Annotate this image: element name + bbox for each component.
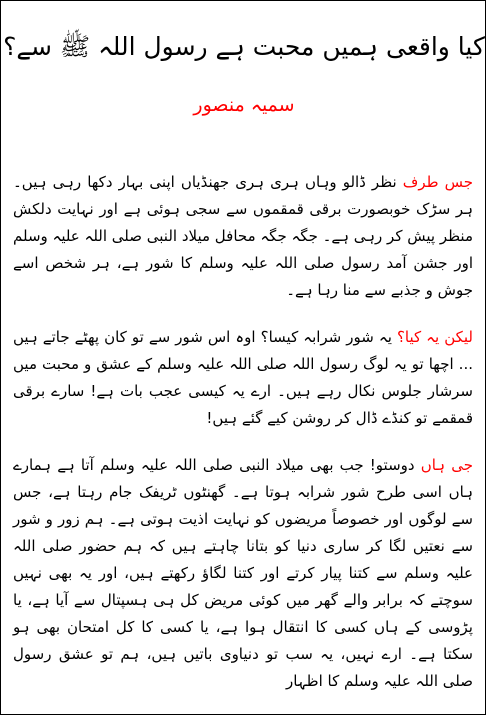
author-name: سمیہ منصور [193,94,295,116]
paragraph-text: یہ شور شرابہ کیسا؟ اوہ اس شور سے تو کان پھٹے جاتے ہیں ... اچھا تو یہ لوگ رسول اللہ صلی اللہ علیہ وسلم کے عشق و محبت میں سرشار جلوس نکال رہے ہیں۔ ارے یہ کیسی عجب بات ہے! سارے برقی قمقمے تو کنڈے ڈال کر روشن کیے گئے ہیں! [13,328,473,427]
paragraph-lead: لیکن یہ کیا؟ [396,328,474,346]
paragraph-2 [13,324,473,432]
article-title: کیا واقعی ہمیں محبت ہے رسول اللہ ﷺ سے؟ [3,32,485,61]
article-body [13,169,473,715]
paragraph-text: نظر ڈالو وہاں ہری ہری جھنڈیاں اپنی بہار دکھا رہی ہیں۔ ہر سڑک خوبصورت برقی قمقموں سے سجی ہوئی ہے اور نہایت دلکش منظر پیش کر رہی ہے۔ جگہ جگہ محافل میلاد النبی صلی اللہ علیہ وسلم اور جشن آمد رسول صلی اللہ علیہ وسلم کا شور ہے، ہر شخص اسے جوش و جذبے سے منا رہا ہے۔ [13,173,473,299]
paragraph-1 [13,169,473,304]
paragraph-lead: جس طرف [402,173,473,191]
paragraph-3 [13,452,473,695]
paragraph-lead: جی ہاں [420,456,473,474]
paragraph-text: دوستو! جب بھی میلاد النبی صلی اللہ علیہ وسلم آتا ہے ہمارے ہاں اسی طرح شور شرابہ ہوتا ہے۔ گھنٹوں ٹریفک جام رہتا ہے، جس سے لوگوں اور خصوصاً مریضوں کو نہایت اذیت ہوتی ہے۔ ہم زور و شور سے نعتیں لگا کر ساری دنیا کو بتانا چاہتے ہیں کہ ہم حضور صلی اللہ علیہ وسلم سے کتنا پیار کرتے اور کتنا لگاؤ رکھتے ہیں، اور یہ بھی نہیں سوچتے کہ برابر والے گھر میں کوئی مریض کل ہی ہسپتال سے آیا ہے، یا پڑوسی کے ہاں کسی کا انتقال ہوا ہے، یا کسی کا کل امتحان بھی ہو سکتا ہے۔ ارے نہیں، یہ سب تو دنیاوی باتیں ہیں، ہم تو عشق رسول صلی اللہ علیہ وسلم کا اظہار [13,456,473,690]
